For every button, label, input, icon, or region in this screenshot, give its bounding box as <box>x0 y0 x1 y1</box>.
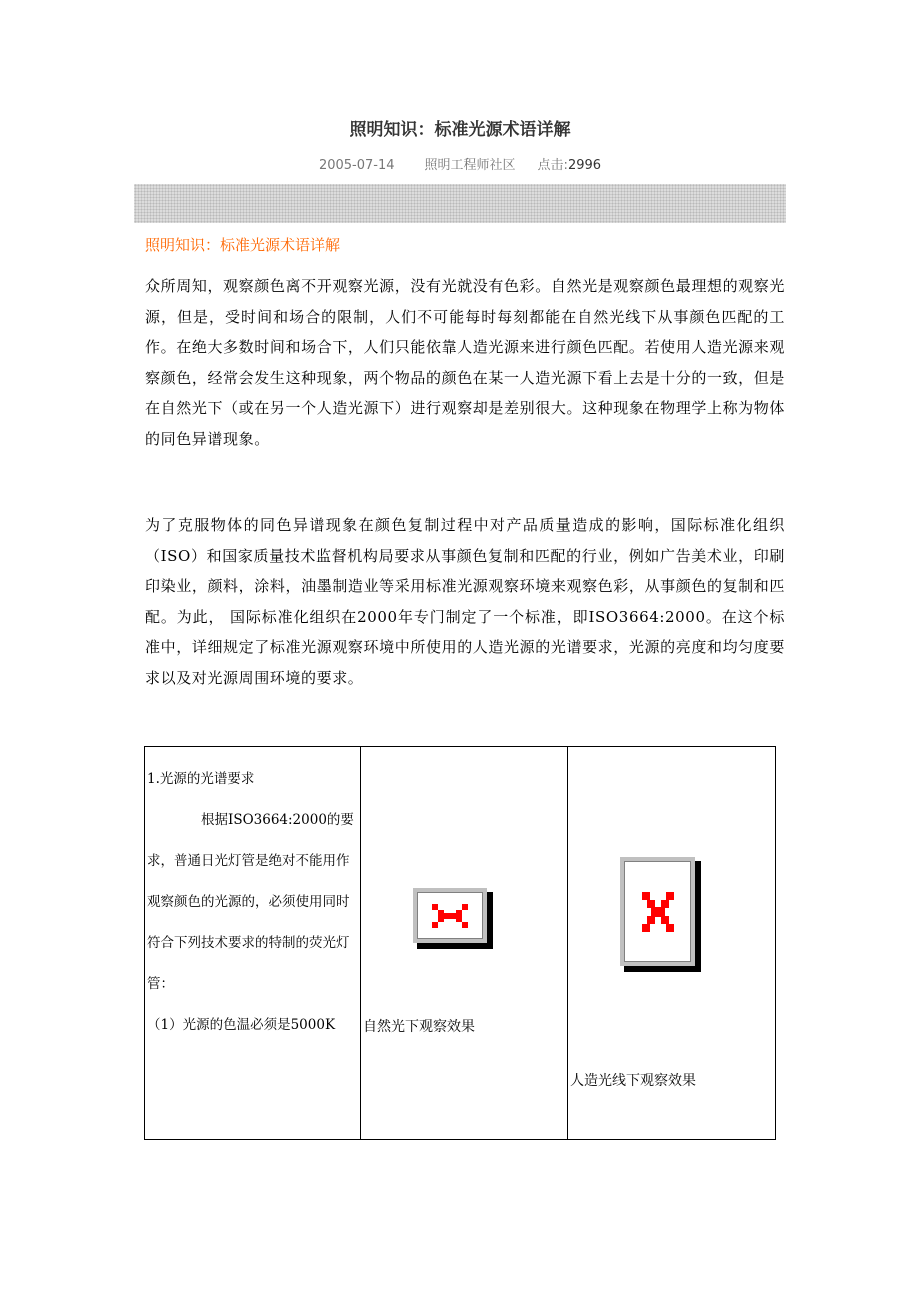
publish-date: 2005-07-14 <box>318 158 395 173</box>
artificial-light-cell <box>568 747 776 1140</box>
natural-light-cell <box>361 747 568 1140</box>
paragraph-intro: 众所周知，观察颜色离不开观察光源，没有光就没有色彩。自然光是观察颜色最理想的观察光源，但是，受时间和场合的限制，人们不可能每时每刻都能在自然光线下从事颜色匹配的工作。在绝大多数时间和场合下，人们只能依靠人造光源来进行颜色匹配。若使用人造光源来观察颜色，经常会发生这种现象，两个物品的颜色在某一人造光源下看上去是十分的一致，但是在自然光下（或在另一个人造光源下）进行观察却是差别很大。这种现象在物理学上称为物体的同色异谱现象。 <box>145 277 785 448</box>
natural-light-caption: 自然光下观察效果 <box>363 1019 475 1035</box>
artificial-light-image <box>618 855 695 966</box>
broken-image-icon <box>642 892 674 932</box>
requirement-item-1: （1）光源的色温必须是5000K <box>147 1017 336 1033</box>
hits-label: 点击: <box>537 158 568 173</box>
article-meta <box>0 154 920 178</box>
natural-light-image <box>411 886 487 943</box>
paragraph-iso-standard: 为了克服物体的同色异谱现象在颜色复制过程中对产品质量造成的影响，国际标准化组织（ISO）和国家质量技术监督机构局要求从事颜色复制和匹配的行业，例如广告美术业，印刷印染业，颜料，涂料，油墨制造业等采用标准光源观察环境来观察色彩，从事颜色的复制和匹配。为此， 国际标准化组织在2000年专门制定了一个标准，即ISO3664:2000。在这个标准中，详细规定了标准光源观察环境中所使用的人造光源的光谱要求，光源的亮度和均匀度要求以及对光源周围环境的要求。 <box>145 516 785 687</box>
hits-count: 2996 <box>567 158 602 173</box>
spectrum-requirement-cell <box>145 747 361 1140</box>
broken-image-icon <box>432 904 468 928</box>
header-banner-placeholder <box>134 184 786 223</box>
section-heading: 照明知识：标准光源术语详解 <box>145 236 341 254</box>
article-source: 照明工程师社区 <box>424 158 516 173</box>
page-title: 照明知识：标准光源术语详解 <box>349 120 571 140</box>
requirement-body: 根据ISO3664:2000的要求，普通日光灯管是绝对不能用作观察颜色的光源的，必须使用同时符合下列技术要求的特制的荧光灯管： <box>147 812 354 992</box>
light-comparison-table <box>144 746 776 1140</box>
table-row <box>145 747 776 1140</box>
artificial-light-caption: 人造光线下观察效果 <box>570 1073 696 1089</box>
requirement-heading: 1.光源的光谱要求 <box>147 771 255 787</box>
